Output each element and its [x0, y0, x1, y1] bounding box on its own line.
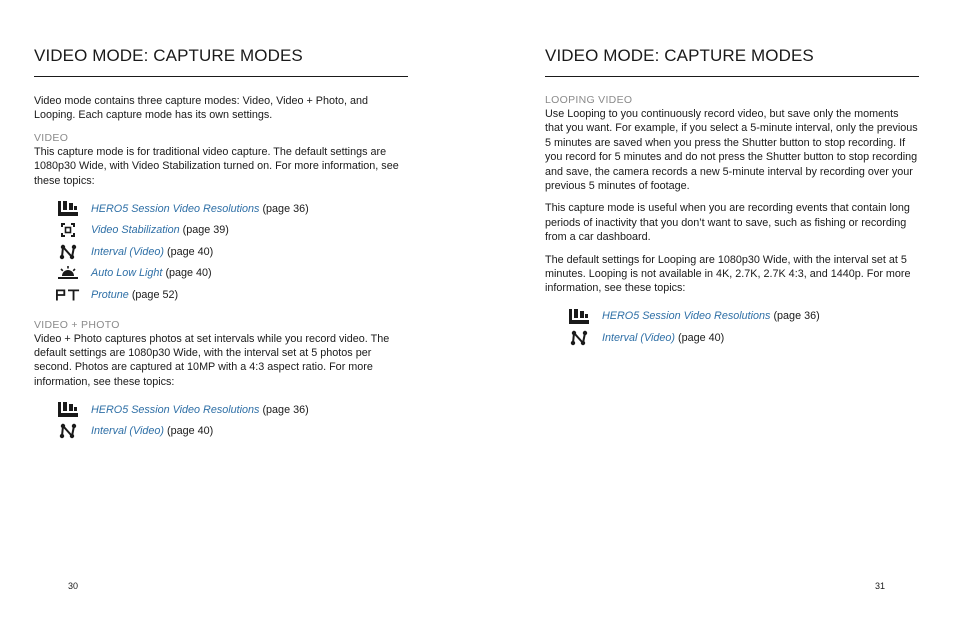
page-reference: (page 52): [131, 288, 179, 301]
video-photo-topic-list: [34, 399, 408, 442]
page-reference: (page 40): [678, 331, 725, 344]
topic-item: [545, 306, 919, 328]
intro-paragraph: Video mode contains three capture modes: Video, Video + Photo, and Looping. Each capture mode has its own settings.: [34, 95, 369, 122]
interval-icon: [56, 243, 80, 261]
looping-paragraph-2: This capture mode is useful when you are recording events that contain long periods of inactivity that you don’t want to save, such as fishing or recording from a car dashboard.: [545, 202, 910, 244]
video-section-body: This capture mode is for traditional video capture. The default settings are 1080p30 Wide, with Video Stabilization turned on. For more information, see these topics:: [34, 145, 399, 187]
page-reference: (page 36): [262, 403, 309, 416]
page-title: VIDEO MODE: CAPTURE MODES: [34, 46, 303, 65]
page-reference: (page 40): [167, 245, 214, 258]
resolution-icon: [56, 401, 80, 419]
page-number: 31: [874, 581, 885, 591]
auto-low-light-icon: [56, 264, 80, 282]
topic-item: [34, 263, 408, 285]
resolutions-link[interactable]: HERO5 Session Video Resolutions: [602, 310, 771, 323]
interval-video-link[interactable]: Interval (Video): [602, 331, 676, 344]
video-topic-list: [34, 198, 408, 306]
right-page-content: [545, 93, 919, 361]
resolution-icon: [567, 308, 591, 326]
interval-video-link[interactable]: Interval (Video): [91, 245, 165, 258]
resolutions-link[interactable]: HERO5 Session Video Resolutions: [91, 202, 260, 215]
left-page-content: [34, 94, 408, 454]
interval-icon: [567, 329, 591, 347]
page-reference: (page 40): [165, 267, 212, 280]
topic-item: [34, 198, 408, 220]
title-divider: [545, 76, 919, 77]
looping-paragraph-1: Use Looping to you continuously record video, but save only the moments that you want. For example, if you select a 5-minute interval, only the previous 5 minutes are saved when you press the Shutter button to stop recording. If you record for 5 minutes and do not press the Shutter button to stop recording and save, the camera records a new 5-minute interval by recording over your previous 5 minutes of footage.: [545, 108, 918, 193]
protune-icon: [56, 286, 80, 304]
resolution-icon: [56, 200, 80, 218]
page-reference: (page 40): [167, 425, 214, 438]
protune-link[interactable]: Protune: [91, 288, 129, 301]
auto-low-light-link[interactable]: Auto Low Light: [91, 267, 163, 280]
page-title: VIDEO MODE: CAPTURE MODES: [545, 46, 814, 65]
topic-item: [34, 241, 408, 263]
resolutions-link[interactable]: HERO5 Session Video Resolutions: [91, 403, 260, 416]
video-photo-section-body: Video + Photo captures photos at set intervals while you record video. The default settings are 1080p30 Wide, with the interval set at 5 photos per second. Photos are captured at 10MP with a 4:3 aspect ratio. For more information, see these topics:: [34, 332, 390, 388]
video-stabilization-link[interactable]: Video Stabilization: [91, 224, 180, 237]
page-reference: (page 39): [182, 224, 229, 237]
page-reference: (page 36): [262, 202, 309, 215]
topic-item: [545, 327, 919, 349]
page-number: 30: [68, 581, 79, 591]
interval-icon: [56, 422, 80, 440]
page-reference: (page 36): [773, 310, 820, 323]
looping-section-heading: LOOPING VIDEO: [545, 94, 633, 106]
topic-item: [34, 220, 408, 242]
interval-video-link[interactable]: Interval (Video): [91, 425, 165, 438]
looping-topic-list: [545, 306, 919, 349]
topic-item: [34, 284, 408, 306]
left-page: [34, 0, 408, 618]
topic-item: [34, 421, 408, 443]
video-section-heading: VIDEO: [34, 131, 69, 144]
title-divider: [34, 76, 408, 77]
stabilization-icon: [56, 221, 80, 239]
topic-item: [34, 399, 408, 421]
right-page: [545, 0, 919, 618]
looping-paragraph-3: The default settings for Looping are 1080p30 Wide, with the interval set at 5 minutes. Looping is not available in 4K, 2.7K, 2.7K 4:3, and 1440p. For more information, see these topics:: [545, 253, 911, 295]
video-photo-section-heading: VIDEO + PHOTO: [34, 318, 120, 331]
